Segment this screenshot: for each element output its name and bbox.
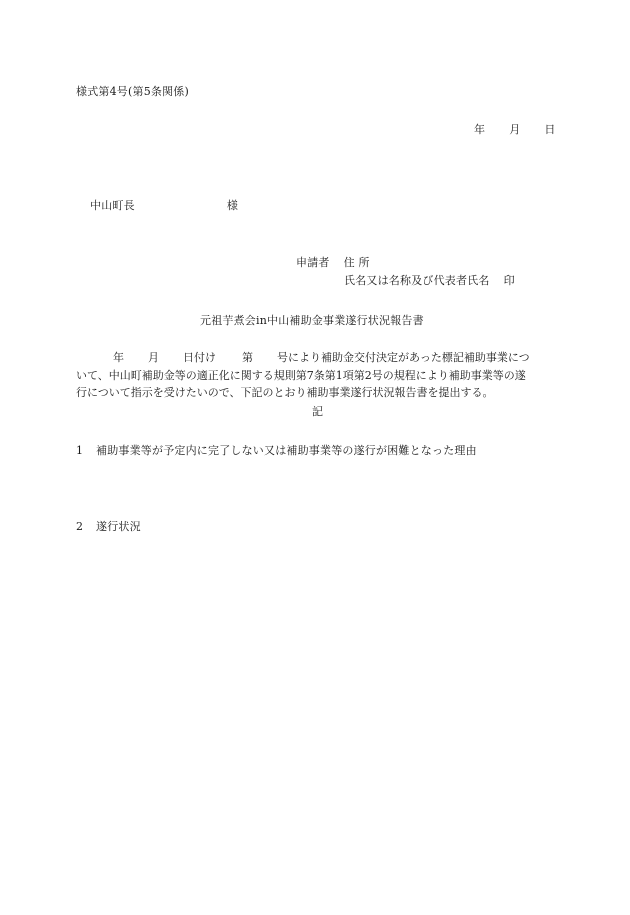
body-line1-rest: 号により補助金交付決定があった標記補助事業につ [277,351,530,364]
body-line-2: いて、中山町補助金等の適正化に関する規則第7条第1項第2号の規程により補助事業等の遂 [76,368,526,382]
date-day: 日 [544,123,556,136]
item-text: 遂行状況 [96,520,141,533]
date-month: 月 [509,123,521,136]
date-line [474,124,556,135]
applicant-address-row [296,257,370,268]
item-status [76,521,141,532]
applicant-seal: 印 [503,274,515,287]
applicant-name-label: 氏名又は名称及び代表者氏名 [344,274,490,287]
ki-heading: 記 [312,405,324,418]
body-dai: 第 [242,351,253,364]
document-title: 元祖芋煮会in中山補助金事業遂行状況報告書 [200,314,424,327]
item-reason [76,445,477,456]
body-month: 月 [148,351,159,364]
body-date-suffix: 日付け [183,351,216,364]
item-number: 1 [76,444,84,457]
addressee-honorific: 様 [226,199,239,212]
body-paragraph [76,349,560,402]
body-line-1 [76,349,560,367]
body-line-3: 行について指示を受けたいので、下記のとおり補助事業遂行状況報告書を提出する。 [76,386,494,399]
form-number: 様式第4号(第5条関係) [76,85,189,98]
item-text: 補助事業等が予定内に完了しない又は補助事業等の遂行が困難となった理由 [96,444,477,457]
addressee [90,200,238,211]
applicant-label: 申請者 [296,256,330,269]
date-year: 年 [474,123,486,136]
applicant-address-label: 住 所 [343,256,370,269]
body-year: 年 [113,351,124,364]
applicant-name-row [344,275,515,286]
item-number: 2 [76,520,84,533]
addressee-name: 中山町長 [90,199,135,212]
